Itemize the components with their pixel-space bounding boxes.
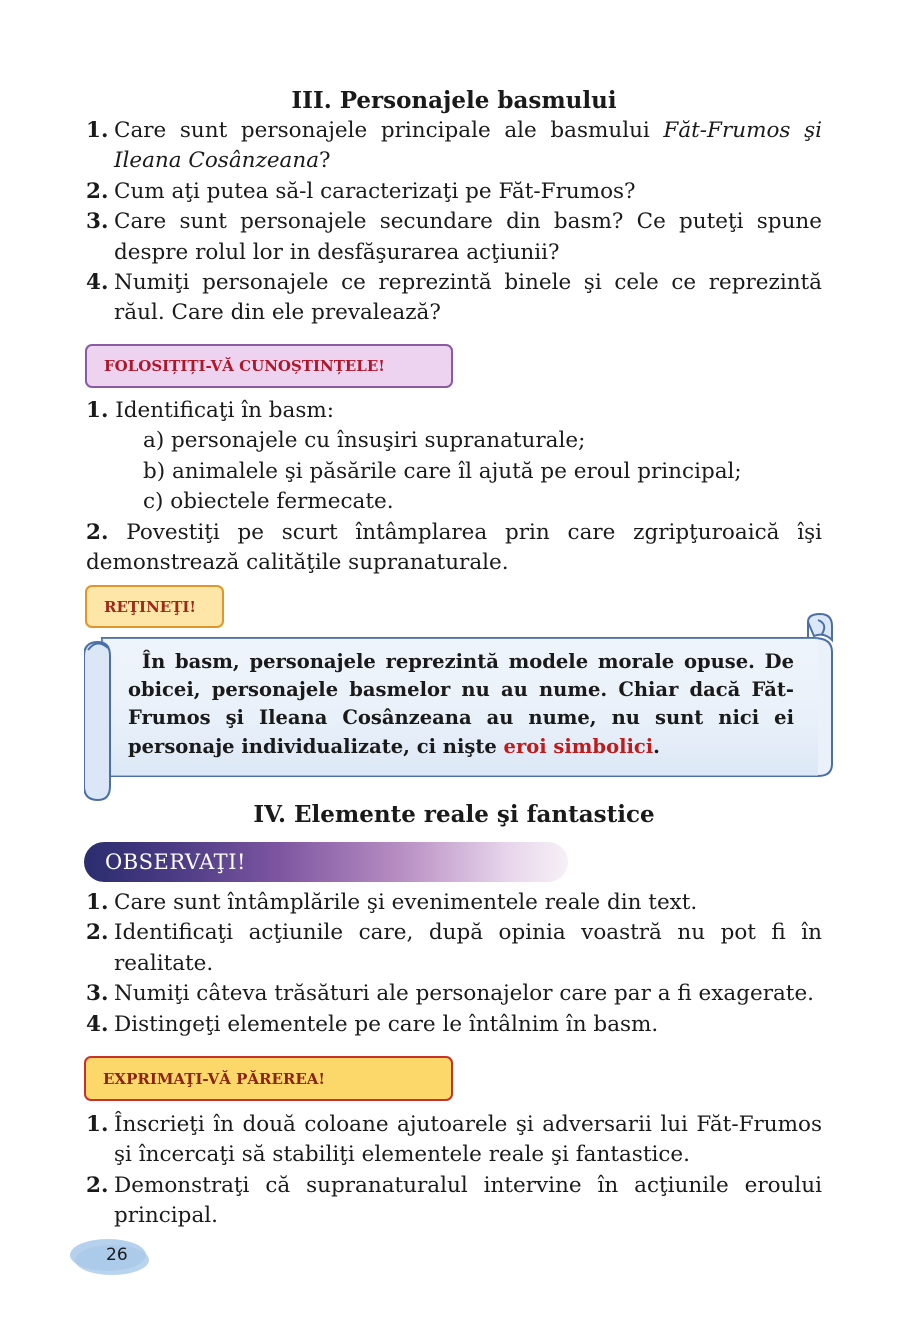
- task-text: Povestiţi pe scurt întâmplarea prin care zgripţuroaică îşi demonstrează calităţile supranaturale.: [86, 519, 822, 576]
- section-5-questions: [86, 1110, 822, 1232]
- question-number: 1.: [86, 890, 109, 915]
- task-1-item-b: b) animalele şi păsările care îl ajută pe eroul principal;: [143, 458, 742, 484]
- question-number: 1.: [86, 118, 109, 143]
- section-3-title: III. Personajele basmului: [291, 87, 617, 114]
- question-number: 4.: [86, 1011, 109, 1037]
- question-number: 2.: [86, 1172, 109, 1198]
- task-1-intro: [86, 396, 822, 426]
- question-number: 4.: [86, 270, 109, 296]
- task-number: 1.: [86, 398, 109, 423]
- question-text: Identificaţi acţiunile care, după opinia voastră nu pot fi în realitate.: [114, 920, 822, 976]
- section-4-title: IV. Elemente reale şi fantastice: [253, 801, 655, 828]
- section-3-questions: [86, 116, 822, 329]
- question-number: 2.: [86, 920, 109, 946]
- question-number: 3.: [86, 209, 109, 235]
- scroll-highlight: eroi simbolici: [503, 734, 654, 758]
- scroll-end: .: [653, 734, 660, 758]
- question-text: Numiţi personajele ce reprezintă binele şi cele ce reprezintă răul. Care din ele prevalează?: [114, 270, 822, 326]
- question-text: Care sunt întâmplările şi evenimentele reale din text.: [114, 890, 698, 915]
- question-number: 2.: [86, 178, 109, 204]
- question-item: [86, 918, 822, 979]
- section-3: [86, 86, 822, 329]
- question-item: [86, 1110, 822, 1171]
- question-text: Cum aţi putea să-l caracterizaţi pe Făt-Frumos?: [114, 178, 636, 204]
- scroll-body-text: În basm, personajele reprezintă modele morale opuse. De obicei, personajele basmelor nu au nume. Chiar dacă Făt-Frumos şi Ileana Cosânzeana au nume, nu sunt nici ei personaje individualizate, ci nişte: [128, 650, 794, 758]
- question-text: Care sunt personajele principale ale basmului: [114, 118, 664, 143]
- task-1-item-a: a) personajele cu însuşiri supranaturale;: [143, 428, 586, 454]
- question-item: [86, 268, 822, 329]
- task-2: [86, 518, 822, 579]
- task-1-item-c: c) obiectele fermecate.: [143, 489, 394, 515]
- question-text: Care sunt personajele secundare din basm? Ce puteţi spune despre rolul lor in desfăşurarea acţiunii?: [114, 209, 822, 265]
- page-number: 26: [106, 1245, 128, 1265]
- section-4-questions: [86, 888, 822, 1040]
- tasks-block: [86, 396, 822, 578]
- question-item: [86, 888, 822, 918]
- tag-label: REŢINEŢI!: [104, 597, 196, 616]
- question-text: Demonstraţi că supranaturalul intervine în acţiunile eroului principal.: [114, 1172, 822, 1229]
- question-text: Distingeţi elementele pe care le întâlnim în basm.: [114, 1011, 659, 1037]
- task-number: 2.: [86, 519, 109, 545]
- page-number-badge: [68, 1237, 150, 1277]
- question-number: 1.: [86, 1112, 109, 1137]
- question-list: [86, 888, 822, 1040]
- scroll-text: [128, 648, 794, 761]
- observati-banner: [84, 842, 568, 882]
- question-number: 3.: [86, 981, 109, 1007]
- tag-label: EXPRIMAŢI-VĂ PĂREREA!: [103, 1069, 326, 1088]
- question-item: [86, 1171, 822, 1232]
- task-text: Identificaţi în basm:: [115, 398, 334, 423]
- tag-folositi-cunostintele: [85, 344, 453, 388]
- question-italic-title: Făt-Frumos şi Ileana Cosânzeana: [114, 118, 822, 174]
- section-4-heading: [86, 800, 822, 830]
- question-item: [86, 1010, 822, 1040]
- tag-label: FOLOSIȚIȚI-VĂ CUNOȘTINȚELE!: [104, 357, 385, 375]
- question-text: Numiţi câteva trăsături ale personajelor care par a fi exagerate.: [114, 981, 814, 1007]
- question-item: [86, 207, 822, 268]
- tag-exprimati-parerea: [84, 1056, 453, 1101]
- question-item: [86, 116, 822, 177]
- question-end: ?: [319, 148, 331, 174]
- question-text: Înscrieţi în două coloane ajutoarele şi adversarii lui Făt-Frumos şi încercaţi să stabiliţi elementele reale şi fantastice.: [114, 1112, 822, 1168]
- question-item: [86, 979, 822, 1009]
- scroll-right-roll: [808, 614, 832, 640]
- banner-label: OBSERVAŢI!: [105, 850, 246, 874]
- scroll-left-roll: [84, 642, 110, 800]
- question-list: [86, 1110, 822, 1232]
- question-item: [86, 177, 822, 207]
